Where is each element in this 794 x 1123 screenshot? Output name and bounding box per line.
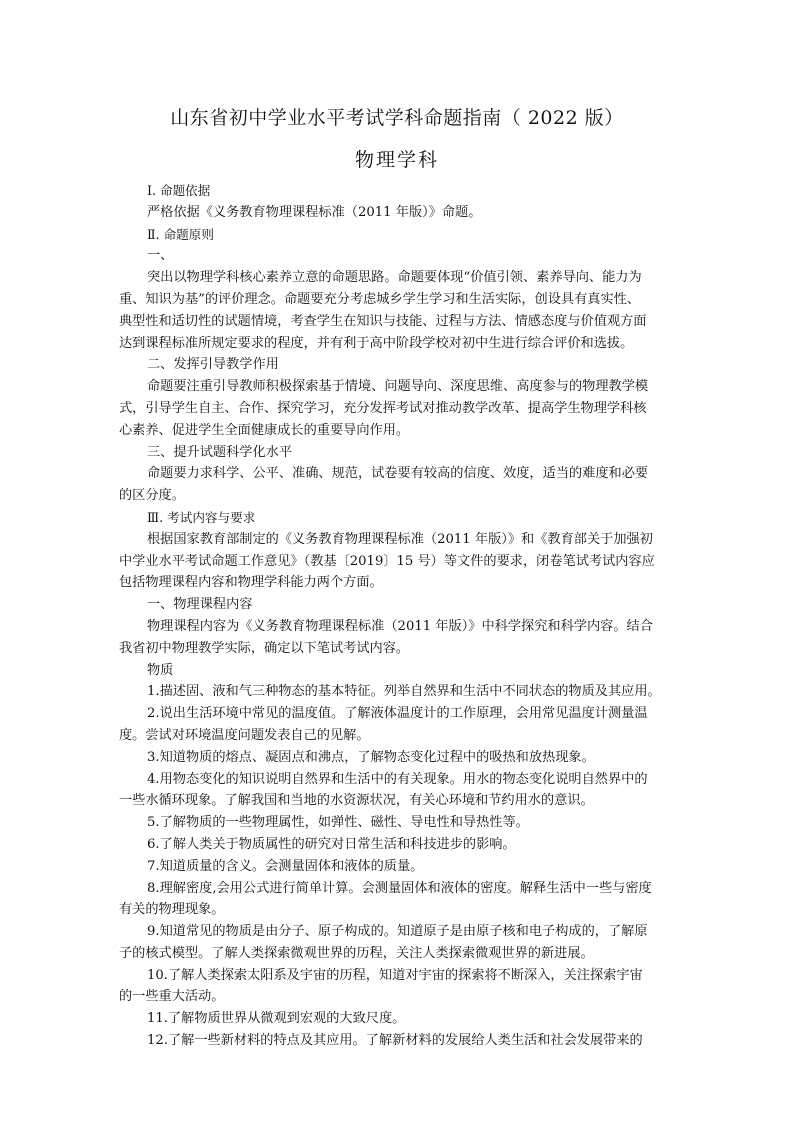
text-line: 2.说出生活环境中常见的温度值。了解液体温度计的工作原理，会用常见温度计测量温 [147, 706, 648, 722]
text-line: 一、物理课程内容 [147, 597, 253, 613]
text-line: 7.知道质量的含义。会测量固体和液体的质量。 [147, 858, 424, 874]
text-line: 一、 [147, 248, 174, 264]
text-line: 一些水循环现象。了解我国和当地的水资源状况，有关心环境和节约用水的意识。 [119, 793, 594, 809]
text-line: 物理课程内容为《义务教育物理课程标准（2011 年版）》中科学探究和科学内容。结合 [147, 618, 653, 634]
text-line: 5.了解物质的一些物理属性，如弹性、磁性、导电性和导热性等。 [147, 815, 529, 831]
text-line: 子的核式模型。了解人类探索微观世界的历程，关注人类探索微观世界的新进展。 [119, 945, 594, 961]
text-line: 我省初中物理教学实际，确定以下笔试考试内容。 [119, 640, 410, 656]
text-line: 重、知识为基”的评价理念。命题要充分考虑城乡学生学习和生活实际，创设具有真实性、 [119, 291, 641, 307]
text-line: 心素养、促进学生全面健康成长的重要导向作用。 [119, 422, 410, 438]
document-body [119, 180, 679, 1052]
text-line: 严格依据《义务教育物理课程标准（2011 年版）》命题。 [147, 204, 482, 220]
section-heading: Ⅰ. 命题依据 [147, 183, 211, 198]
text-line: 中学业水平考试命题工作意见》（教基〔2019〕15 号）等文件的要求，闭卷笔试考试内容应 [119, 553, 655, 569]
text-line: 度。尝试对环境温度问题发表自己的见解。 [119, 727, 370, 743]
document-subtitle: 物理学科 [354, 149, 439, 171]
text-line: 根据国家教育部制定的《义务教育物理课程标准（2011 年版）》和《教育部关于加强初 [147, 531, 653, 547]
text-line: 达到课程标准所规定要求的程度，并有利于高中阶段学校对初中生进行综合评价和选拔。 [119, 335, 634, 351]
text-line: 突出以物理学科核心素养立意的命题思路。命题要体现“价值引领、素养导向、能力为 [147, 270, 642, 286]
section-heading: Ⅲ. 考试内容与要求 [147, 509, 256, 525]
text-line: 包括物理课程内容和物理学科能力两个方面。 [119, 575, 383, 591]
text-line: 8.理解密度,会用公式进行简单计算。会测量固体和液体的密度。解释生活中一些与密度 [147, 880, 652, 896]
text-line: 有关的物理现象。 [119, 902, 225, 918]
text-line: 1.描述固、液和气三种物态的基本特征。列举自然界和生活中不同状态的物质及其应用。 [147, 684, 661, 700]
text-line: 4.用物态变化的知识说明自然界和生活中的有关现象。用水的物态变化说明自然界中的 [147, 771, 648, 787]
text-line: 命题要注重引导教师积极探索基于情境、问题导向、深度思维、高度参与的物理教学模 [147, 379, 649, 395]
text-line: 6.了解人类关于物质属性的研究对日常生活和科技进步的影响。 [147, 836, 516, 852]
text-line: 9.知道常见的物质是由分子、原子构成的。知道原子是由原子核和电子构成的，了解原 [147, 924, 648, 940]
text-line: 12.了解一些新材料的特点及其应用。了解新材料的发展给人类生活和社会发展带来的 [147, 1033, 643, 1049]
text-line: 的区分度。 [119, 488, 185, 504]
text-line: 10.了解人类探索太阳系及宇宙的历程，知道对宇宙的探索将不断深入，关注探索宇宙 [147, 967, 643, 983]
text-line: 式，引导学生自主、合作、探究学习，充分发挥考试对推动教学改革、提高学生物理学科核 [119, 400, 647, 416]
document-title: 山东省初中学业水平考试学科命题指南（ 2022 版） [170, 107, 624, 129]
text-line: 3.知道物质的熔点、凝固点和沸点，了解物态变化过程中的吸热和放热现象。 [147, 749, 595, 765]
text-line: 典型性和适切性的试题情境，考查学生在知识与技能、过程与方法、情感态度与价值观方面 [119, 313, 647, 329]
text-line: 物质 [147, 662, 174, 678]
text-line: 的一些重大活动。 [119, 989, 225, 1005]
text-line: 二、发挥引导教学作用 [147, 357, 279, 373]
text-line: 三、提升试题科学化水平 [147, 444, 293, 460]
section-heading: Ⅱ. 命题原则 [147, 226, 214, 242]
text-line: 11.了解物质世界从微观到宏观的大致尺度。 [147, 1011, 406, 1027]
text-line: 命题要力求科学、公平、准确、规范，试卷要有较高的信度、效度，适当的难度和必要 [147, 466, 649, 482]
